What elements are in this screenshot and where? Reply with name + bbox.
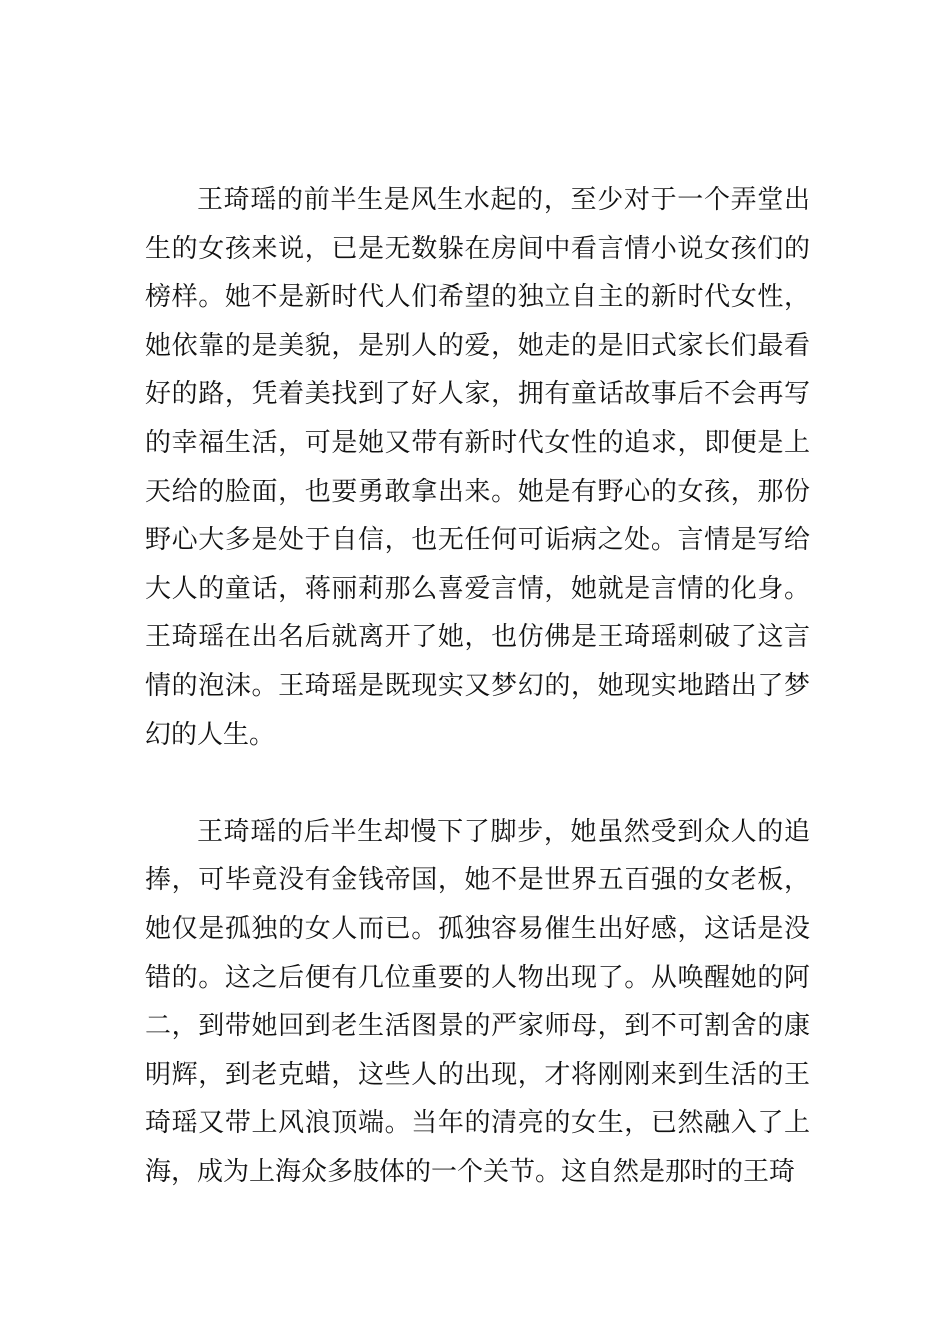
paragraph-2: 王琦瑶的后半生却慢下了脚步，她虽然受到众人的追捧，可毕竟没有金钱帝国，她不是世界五百强的女老板，她仅是孤独的女人而已。孤独容易催生出好感，这话是没错的。这之后便有几位重要的人物出现了。从唤醒她的阿二，到带她回到老生活图景的严家师母，到不可割舍的康明辉，到老克蜡，这些人的出现，才将刚刚来到生活的王琦瑶又带上风浪顶端。当年的清亮的女生，已然融入了上海，成为上海众多肢体的一个关节。这自然是那时的王琦 — [145, 816, 810, 1187]
paragraph-1: 王琦瑶的前半生是风生水起的，至少对于一个弄堂出生的女孩来说，已是无数躲在房间中看言情小说女孩们的榜样。她不是新时代人们希望的独立自主的新时代女性，她依靠的是美貌，是别人的爱，她走的是旧式家长们最看好的路，凭着美找到了好人家，拥有童话故事后不会再写的幸福生活，可是她又带有新时代女性的追求，即便是上天给的脸面，也要勇敢拿出来。她是有野心的女孩，那份野心大多是处于自信，也无任何可诟病之处。言情是写给大人的童话，蒋丽莉那么喜爱言情，她就是言情的化身。王琦瑶在出名后就离开了她，也仿佛是王琦瑶刺破了这言情的泡沫。王琦瑶是既现实又梦幻的，她现实地踏出了梦幻的人生。 — [145, 185, 810, 750]
document-body — [145, 176, 810, 1196]
